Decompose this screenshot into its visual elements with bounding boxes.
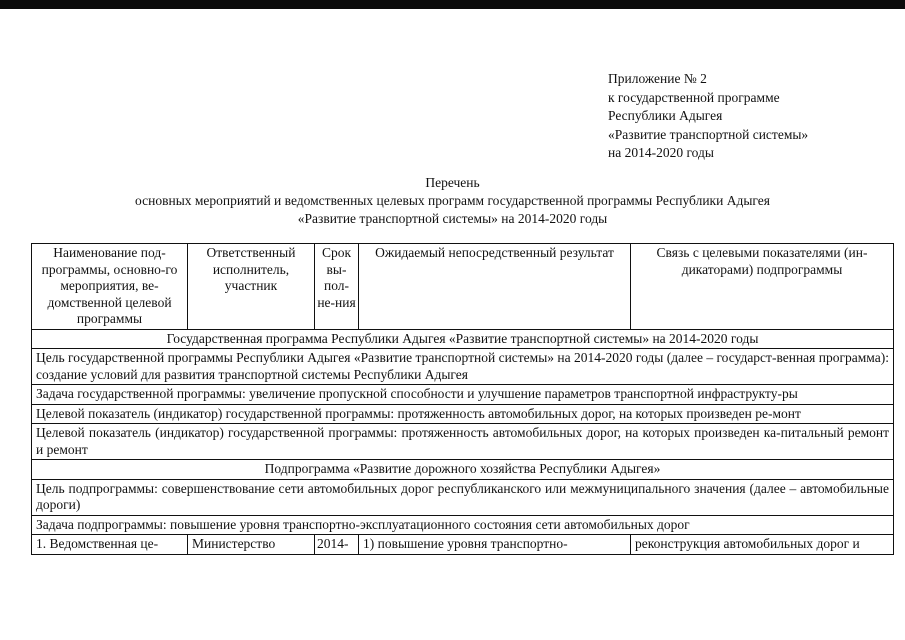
measure-indicator-cell: реконструкция автомобильных дорог и — [631, 535, 894, 555]
appendix-line: Республики Адыгея — [608, 108, 723, 123]
measure-result-cell: 1) повышение уровня транспортно- — [359, 535, 631, 555]
header-cell-term: Срок вы-пол-не-ния — [315, 244, 359, 330]
program-task-row: Задача государственной программы: увеличение пропускной способности и улучшение параметров транспортной инфраструкту-ры — [32, 385, 894, 405]
title-line: Перечень — [425, 175, 480, 190]
header-cell-indicators: Связь с целевыми показателями (ин-дикаторами) подпрограммы — [631, 244, 894, 330]
section-row-subprogram: Подпрограмма «Развитие дорожного хозяйства Республики Адыгея» — [32, 460, 894, 480]
table-row — [32, 479, 894, 515]
measure-term-cell: 2014- — [315, 535, 359, 555]
table-row — [32, 349, 894, 385]
measure-executor-cell: Министерство — [188, 535, 315, 555]
appendix-line: «Развитие транспортной системы» — [608, 126, 809, 142]
table-row — [32, 424, 894, 460]
subprogram-goal-row: Цель подпрограммы: совершенствование сети автомобильных дорог республиканского или межмуниципального значения (далее – автомобильные дороги) — [32, 479, 894, 515]
table-row — [32, 329, 894, 349]
header-cell-executor: Ответственный исполнитель, участник — [188, 244, 315, 330]
program-indicator-row: Целевой показатель (индикатор) государственной программы: протяженность автомобильных дорог, на которых произведен ка-питальный ремонт и ремонт — [32, 424, 894, 460]
table-header-row — [32, 244, 894, 330]
appendix-line: на 2014-2020 годы — [608, 145, 714, 160]
header-cell-result: Ожидаемый непосредственный результат — [359, 244, 631, 330]
table-row — [32, 535, 894, 555]
program-goal-row: Цель государственной программы Республики Адыгея «Развитие транспортной системы» на 2014-2020 годы (далее – государст-венная программа): создание условий для развития транспортной системы Республики Адыгея — [32, 349, 894, 385]
appendix-heading — [608, 70, 808, 163]
header-cell-name: Наименование под-программы, основно-го мероприятия, ве-домственной целевой программы — [32, 244, 188, 330]
title-line: основных мероприятий и ведомственных целевых программ государственной программы Республики Адыгея — [135, 193, 770, 208]
table-row — [32, 460, 894, 480]
subprogram-task-row: Задача подпрограммы: повышение уровня транспортно-эксплуатационного состояния сети автомобильных дорог — [32, 515, 894, 535]
measure-name-cell: 1. Ведомственная це- — [32, 535, 188, 555]
appendix-line: к государственной программе — [608, 89, 780, 105]
table-row — [32, 515, 894, 535]
table-row — [32, 385, 894, 405]
title-line: «Развитие транспортной системы» на 2014-2020 годы — [297, 211, 608, 226]
program-indicator-row: Целевой показатель (индикатор) государственной программы: протяженность автомобильных дорог, на которых произведен ре-монт — [32, 404, 894, 424]
scan-top-border — [0, 0, 905, 9]
document-title — [0, 174, 905, 228]
measures-table — [31, 243, 894, 555]
appendix-line: Приложение № 2 — [608, 71, 707, 86]
table-row — [32, 404, 894, 424]
section-row-program: Государственная программа Республики Адыгея «Развитие транспортной системы» на 2014-2020 годы — [32, 329, 894, 349]
